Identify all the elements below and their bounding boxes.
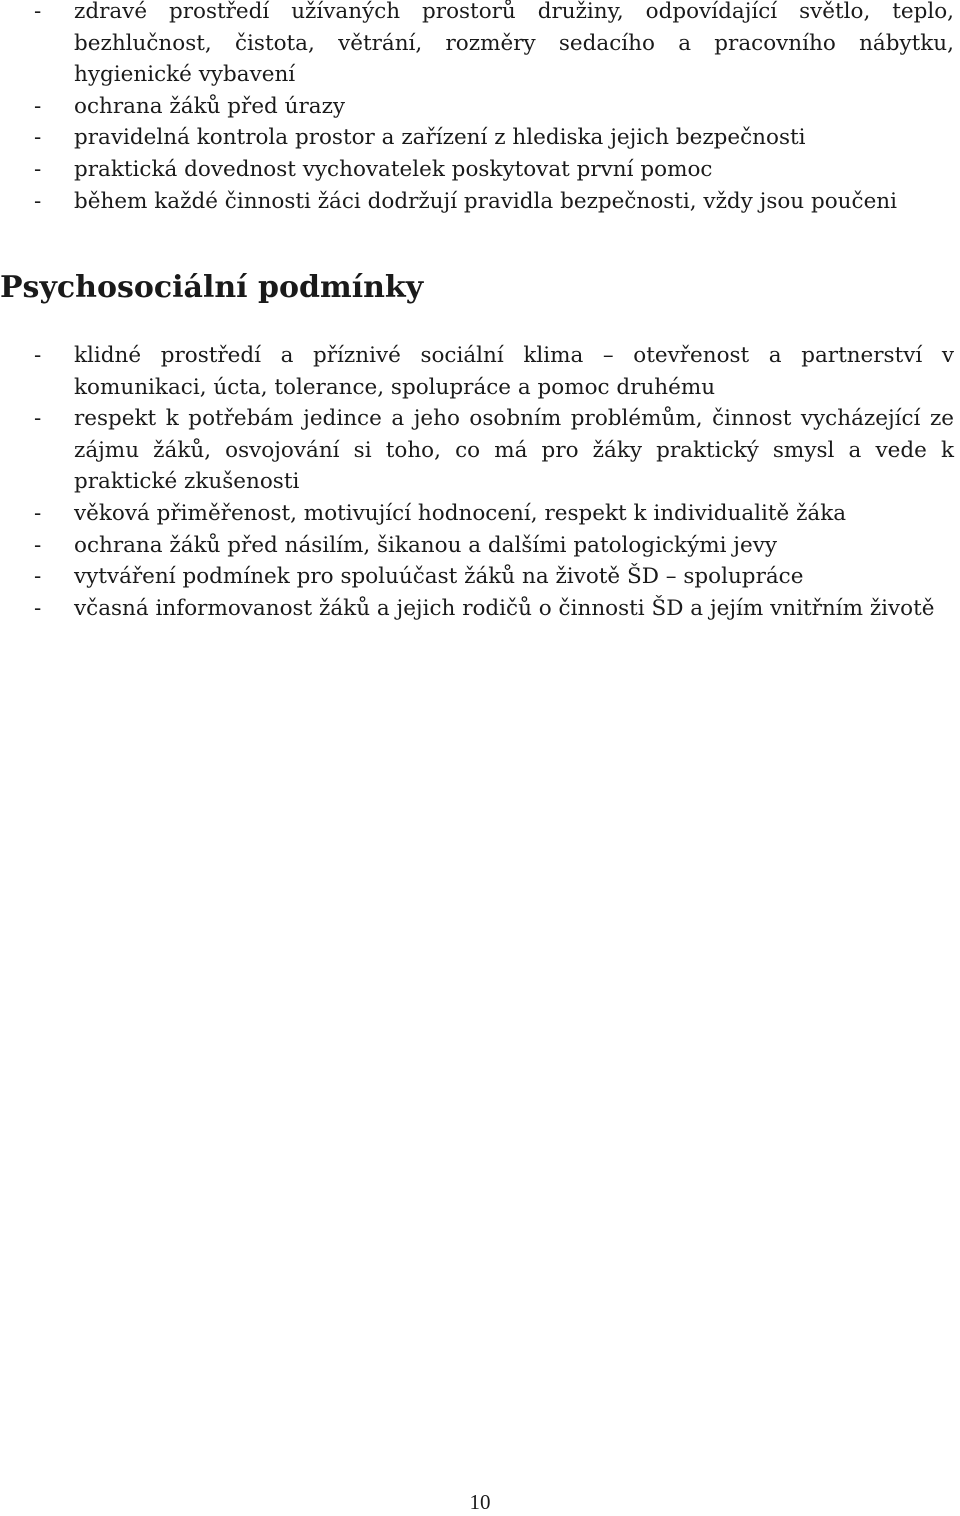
list-marker: - bbox=[34, 564, 42, 590]
list-marker: - bbox=[34, 188, 42, 214]
list-marker: - bbox=[34, 156, 42, 182]
list-item-text: pravidelná kontrola prostor a zařízení z hlediska jejich bezpečnosti bbox=[74, 125, 806, 151]
list-item-text: respekt k potřebám jedince a jeho osobním problémům, činnost vycházející ze zájmu žáků, osvojování si toho, co má pro žáky praktický smysl a vede k praktické zkušenosti bbox=[74, 406, 954, 495]
list-item bbox=[34, 0, 954, 91]
list-marker: - bbox=[34, 343, 42, 368]
section-heading: Psychosociální podmínky bbox=[0, 270, 424, 305]
page-number: 10 bbox=[469, 1490, 491, 1514]
list-item-text: během každé činnosti žáci dodržují pravidla bezpečnosti, vždy jsou poučeni bbox=[74, 188, 898, 214]
list-item bbox=[34, 340, 954, 403]
list-item-text: věková přiměřenost, motivující hodnocení, respekt k individualitě žáka bbox=[74, 500, 847, 526]
list-item bbox=[34, 91, 954, 123]
list-item-text: praktická dovednost vychovatelek poskytovat první pomoc bbox=[74, 156, 713, 182]
list-item bbox=[34, 561, 954, 593]
list-item bbox=[34, 530, 954, 562]
list-item bbox=[34, 498, 954, 530]
list-marker: - bbox=[34, 532, 42, 558]
list-item bbox=[34, 593, 954, 625]
list-marker: - bbox=[34, 500, 42, 526]
list-item bbox=[34, 186, 954, 218]
list-item-text: včasná informovanost žáků a jejich rodičů o činnosti ŠD a jejím vnitřním životě bbox=[74, 595, 935, 621]
list-item-text: ochrana žáků před násilím, šikanou a dalšími patologickými jevy bbox=[74, 532, 777, 558]
list-item-text: ochrana žáků před úrazy bbox=[74, 93, 346, 119]
list-marker: - bbox=[34, 93, 42, 119]
list-item bbox=[34, 403, 954, 498]
list-item bbox=[34, 154, 954, 186]
list-marker: - bbox=[34, 0, 42, 24]
list-marker: - bbox=[34, 125, 42, 151]
safety-conditions-list bbox=[34, 0, 954, 217]
psychosocial-conditions-list bbox=[34, 340, 954, 624]
list-item-text: vytváření podmínek pro spoluúčast žáků na životě ŠD – spolupráce bbox=[74, 564, 804, 590]
list-item bbox=[34, 122, 954, 154]
list-item-text: klidné prostředí a příznivé sociální klima – otevřenost a partnerství v komunikaci, úcta, tolerance, spolupráce a pomoc druhému bbox=[74, 343, 954, 400]
list-marker: - bbox=[34, 595, 42, 621]
list-marker: - bbox=[34, 406, 42, 432]
list-item-text: zdravé prostředí užívaných prostorů družiny, odpovídající světlo, teplo, bezhlučnost, čistota, větrání, rozměry sedacího a pracovního nábytku, hygienické vybavení bbox=[74, 0, 954, 88]
